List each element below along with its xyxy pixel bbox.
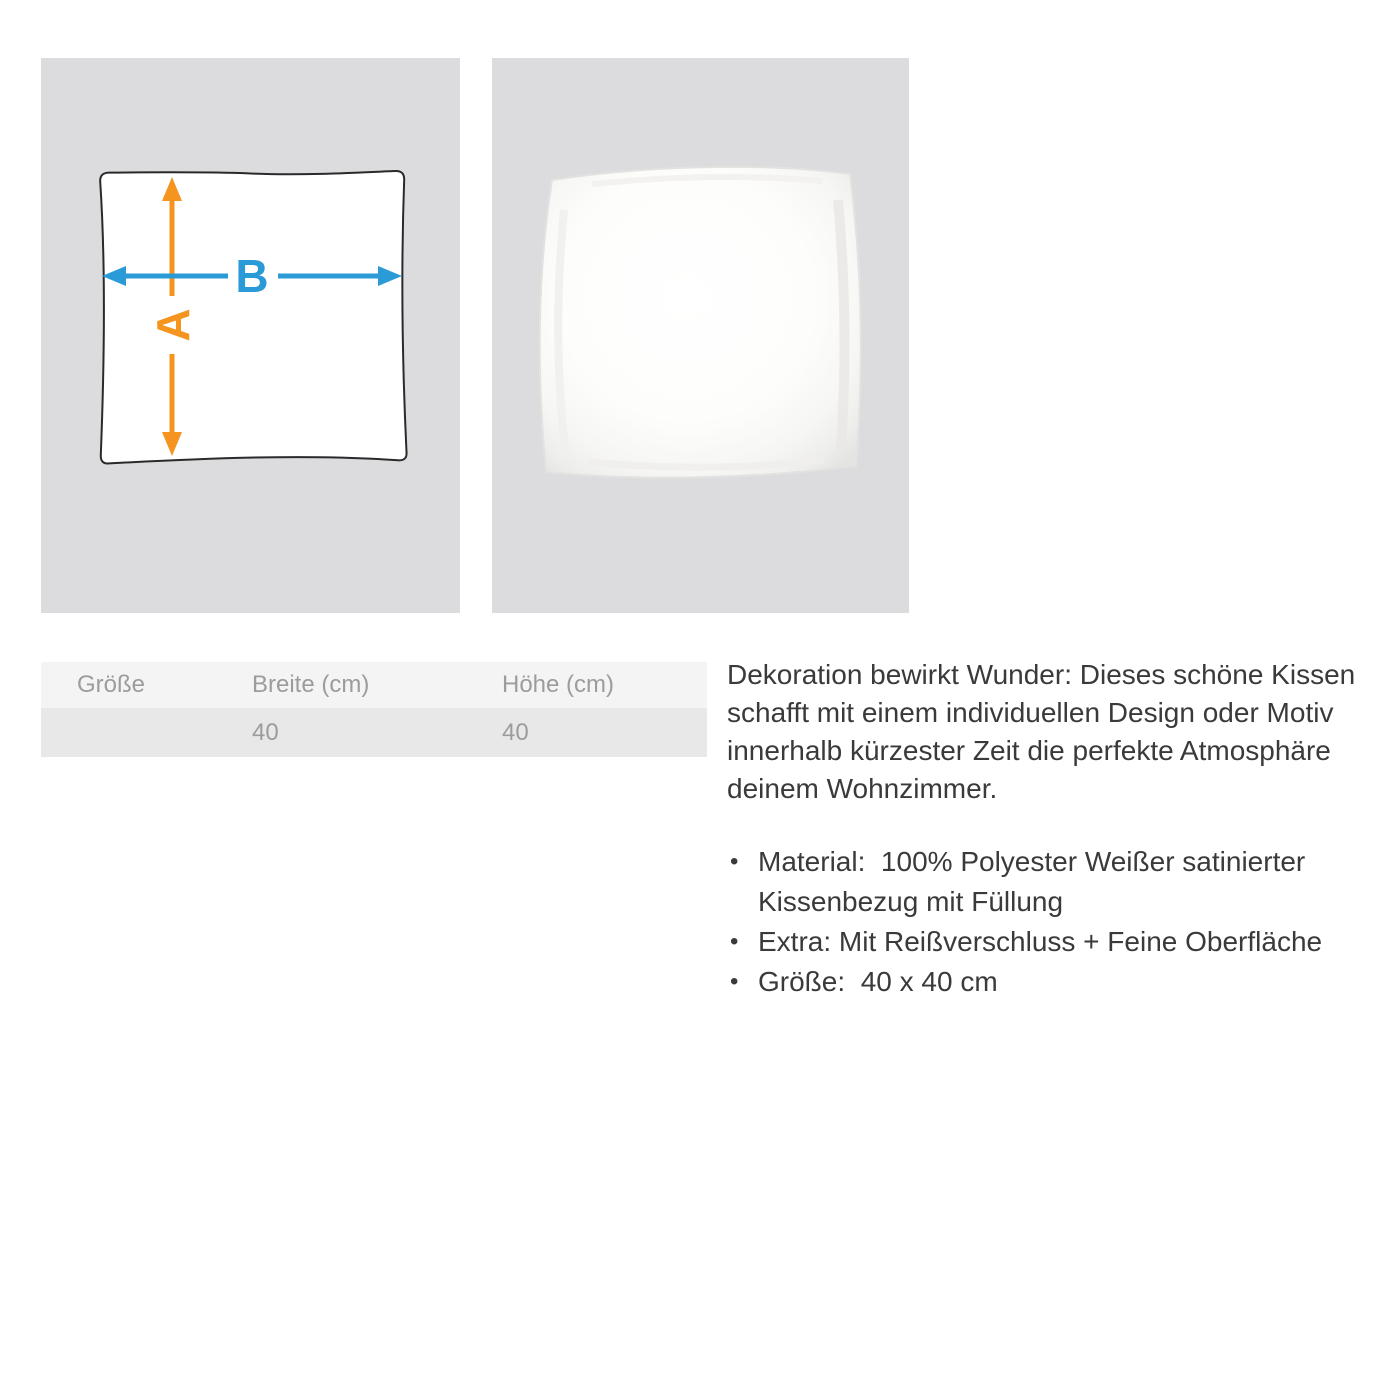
size-diagram — [41, 58, 460, 613]
column-header-breite: Breite (cm) — [216, 662, 466, 708]
size-diagram-panel — [41, 58, 460, 613]
size-table — [41, 662, 707, 757]
column-header-groesse: Größe — [41, 662, 216, 708]
feature-item-extra: • Extra: Mit Reißverschluss + Feine Oberfläche — [727, 922, 1389, 962]
feature-item-groesse: • Größe: 40 x 40 cm — [727, 962, 1389, 1002]
cell-breite: 40 — [216, 708, 466, 757]
size-table-header-row — [41, 662, 707, 708]
cell-groesse — [41, 708, 216, 757]
feature-item-material: • Material: 100% Polyester Weißer satinierter Kissenbezug mit Füllung — [727, 842, 1389, 922]
width-label: B — [235, 250, 269, 302]
feature-list — [727, 842, 1389, 1002]
height-label: A — [147, 308, 199, 342]
product-photo-panel — [492, 58, 909, 613]
cell-hoehe: 40 — [466, 708, 707, 757]
pillow-photo — [492, 58, 909, 613]
pillow-shape — [540, 167, 861, 478]
size-table-row — [41, 708, 707, 757]
product-description — [727, 656, 1389, 1002]
column-header-hoehe: Höhe (cm) — [466, 662, 707, 708]
description-paragraph: Dekoration bewirkt Wunder: Dieses schöne Kissen schafft mit einem individuellen Design oder Motiv innerhalb kürzester Zeit die perfekte Atmosphäre deinem Wohnzimmer. — [727, 659, 1356, 804]
